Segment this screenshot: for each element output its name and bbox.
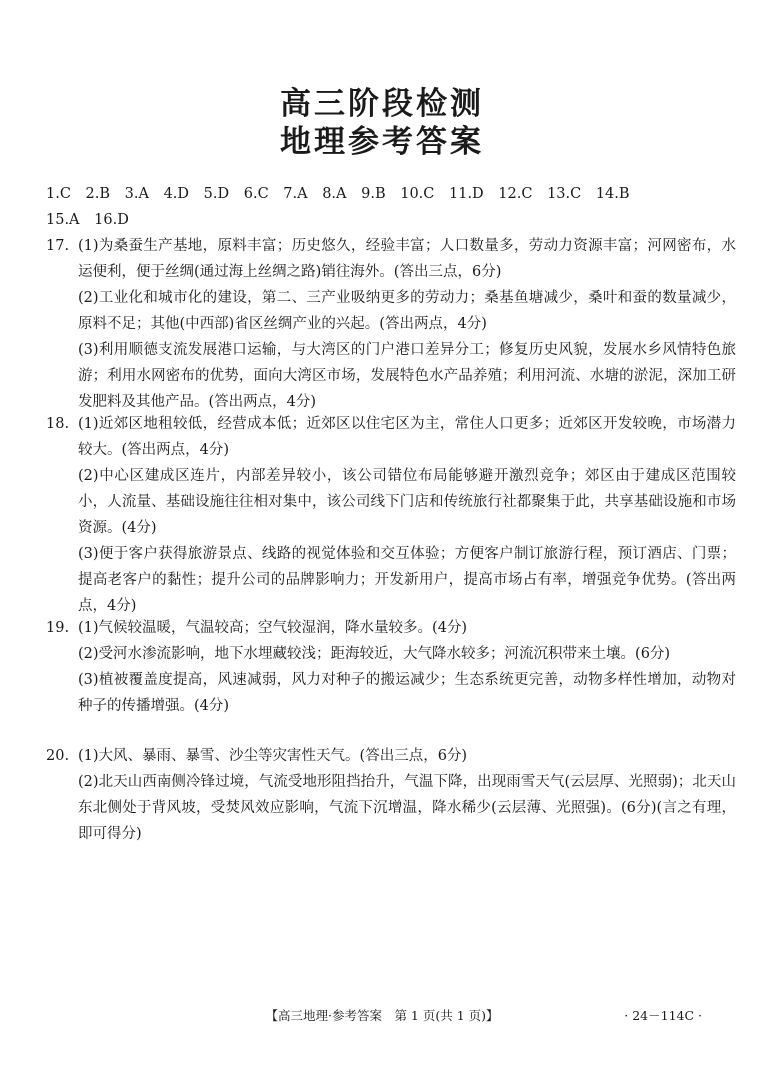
question-17 bbox=[46, 233, 736, 415]
choice-answer: 3.A bbox=[124, 186, 149, 202]
answer-part: (2)北天山西南侧冷锋过境，气流受地形阻挡抬升，气温下降，出现雨雪天气(云层厚、光照弱)；北天山东北侧处于背风坡，受焚风效应影响，气流下沉增温，降水稀少(云层薄、光照强)。(6分)(言之有理，即可得分) bbox=[78, 774, 736, 842]
choice-answer: 5.D bbox=[203, 186, 230, 202]
footer-page-info: 【高三地理·参考答案 第 1 页(共 1 页)】 bbox=[265, 1008, 499, 1023]
answer-part: (1)近郊区地租较低，经营成本低；近郊区以住宅区为主，常住人口更多；近郊区开发较晚，市场潜力较大。(答出两点，4分) bbox=[78, 416, 736, 458]
question-number: 19. bbox=[46, 620, 70, 636]
choice-answer: 7.A bbox=[283, 186, 308, 202]
title-line-2: 地理参考答案 bbox=[280, 124, 484, 160]
choice-answer: 10.C bbox=[400, 186, 435, 202]
question-18 bbox=[46, 411, 736, 619]
question-19 bbox=[46, 615, 736, 719]
answer-part: (3)利用顺德支流发展港口运输，与大湾区的门户港口差异分工；修复历史风貌，发展水乡风情特色旅游；利用水网密布的优势，面向大湾区市场，发展特色水产品养殖；利用河流、水塘的淤泥，深加工研发肥料及其他产品。(答出两点，4分) bbox=[78, 342, 736, 410]
title-line-1: 高三阶段检测 bbox=[280, 86, 484, 122]
answer-part: (3)便于客户获得旅游景点、线路的视觉体验和交互体验；方便客户制订旅游行程，预订酒店、门票；提高老客户的黏性；提升公司的品牌影响力；开发新用户，提高市场占有率，增强竞争优势。(答出两点，4分) bbox=[78, 546, 736, 614]
answer-part: (2)工业化和城市化的建设，第二、三产业吸纳更多的劳动力；桑基鱼塘减少，桑叶和蚕的数量减少，原料不足；其他(中西部)省区丝绸产业的兴起。(答出两点，4分) bbox=[78, 290, 736, 332]
choice-answers bbox=[46, 181, 736, 233]
choice-answer: 15.A bbox=[46, 212, 80, 228]
question-number: 18. bbox=[46, 416, 70, 432]
answer-part: (1)大风、暴雨、暴雪、沙尘等灾害性天气。(答出三点，6分) bbox=[78, 748, 468, 764]
choice-answer: 11.D bbox=[449, 186, 484, 202]
choice-answer: 16.D bbox=[94, 212, 129, 228]
choice-answer: 4.D bbox=[163, 186, 190, 202]
choice-answer: 8.A bbox=[322, 186, 347, 202]
answer-part: (1)为桑蚕生产基地，原料丰富；历史悠久，经验丰富；人口数量多，劳动力资源丰富；河网密布，水运便利，便于丝绸(通过海上丝绸之路)销往海外。(答出三点，6分) bbox=[78, 238, 736, 280]
answer-part: (3)植被覆盖度提高，风速减弱，风力对种子的搬运减少；生态系统更完善，动物多样性增加，动物对种子的传播增强。(4分) bbox=[78, 672, 736, 714]
choice-answer: 12.C bbox=[498, 186, 533, 202]
footer-code: · 24－114C · bbox=[624, 1008, 702, 1023]
answer-part: (2)中心区建成区连片，内部差异较小，该公司错位布局能够避开激烈竞争；郊区由于建成区范围较小，人流量、基础设施往往相对集中，该公司线下门店和传统旅行社都聚集于此，共享基础设施和市场资源。(4分) bbox=[78, 468, 736, 536]
choice-answer: 13.C bbox=[547, 186, 582, 202]
choice-answer: 14.B bbox=[595, 186, 630, 202]
choice-answer: 6.C bbox=[243, 186, 269, 202]
question-20 bbox=[46, 743, 736, 847]
choice-answer: 2.B bbox=[85, 186, 111, 202]
question-number: 17. bbox=[46, 238, 70, 254]
question-number: 20. bbox=[46, 748, 70, 764]
choice-answer: 9.B bbox=[361, 186, 386, 202]
answer-part: (1)气候较温暖，气温较高；空气较湿润，降水量较多。(4分) bbox=[78, 620, 468, 636]
answer-part: (2)受河水渗流影响，地下水埋藏较浅；距海较近，大气降水较多；河流沉积带来土壤。(6分) bbox=[78, 646, 671, 662]
choice-answer: 1.C bbox=[46, 186, 71, 202]
